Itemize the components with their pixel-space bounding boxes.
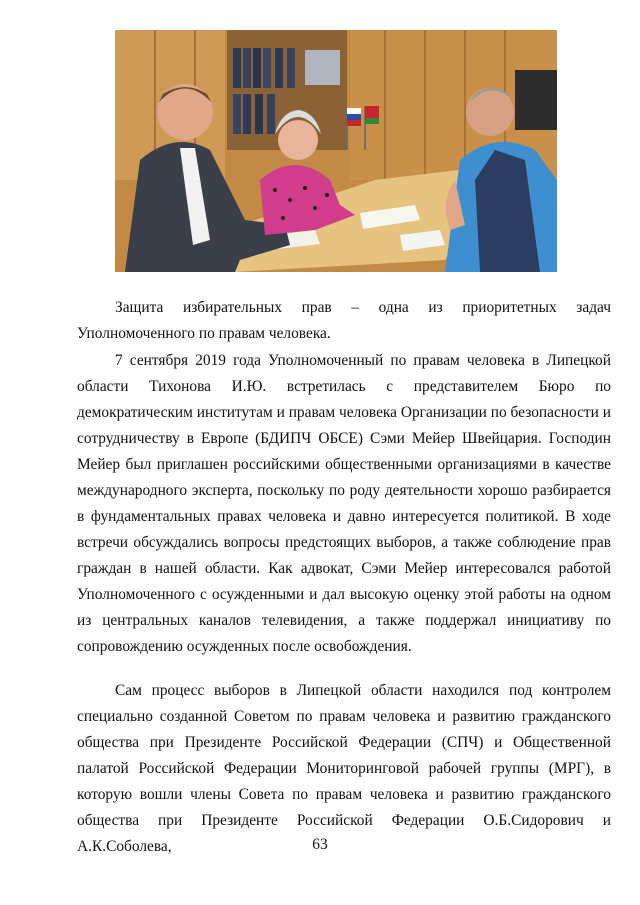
paragraph-1 [77, 295, 611, 347]
meeting-photo-image [115, 30, 557, 272]
paragraph-text: 7 сентября 2019 года Уполномоченный по правам человека в Липецкой области Тихонова И.Ю. встретилась с представителем Бюро по демократическим институтам и правам человека Организации по безопасности и сотрудничеству в Европе (БДИПЧ ОБСЕ) Сэми Мейер Швейцария. Господин Мейер был приглашен российскими общественными организациями в качестве международного эксперта, поскольку по роду деятельности хорошо разбирается в фундаментальных правах человека и давно интересуется политикой. В ходе встречи обсуждались вопросы предстоящих выборов, а также соблюдение прав граждан в нашей области. Как адвокат, Сэми Мейер интересовался работой Уполномоченного с осужденными и дал высокую оценку этой работы на одном из центральных каналов телевидения, а также поддержал инициативу по сопровождению осужденных после освобождения. [77, 352, 611, 655]
paragraph-3 [77, 678, 611, 860]
page-number: 63 [312, 836, 328, 853]
paragraph-text: Защита избирательных прав – одна из приоритетных задач Уполномоченного по правам человека. [77, 299, 611, 342]
paragraph-2 [77, 348, 611, 660]
paragraph-text: Сам процесс выборов в Липецкой области находился под контролем специально созданной Советом по правам человека и развитию гражданского общества при Президенте Российской Федерации (СПЧ) и Общественной палатой Российской Федерации Мониторинговой рабочей группы (МРГ), в которую вошли члены Совета по правам человека и развитию гражданского общества при Президенте Российской Федерации О.Б.Сидорович и А.К.Соболева, [77, 682, 611, 855]
meeting-photo [115, 30, 557, 272]
